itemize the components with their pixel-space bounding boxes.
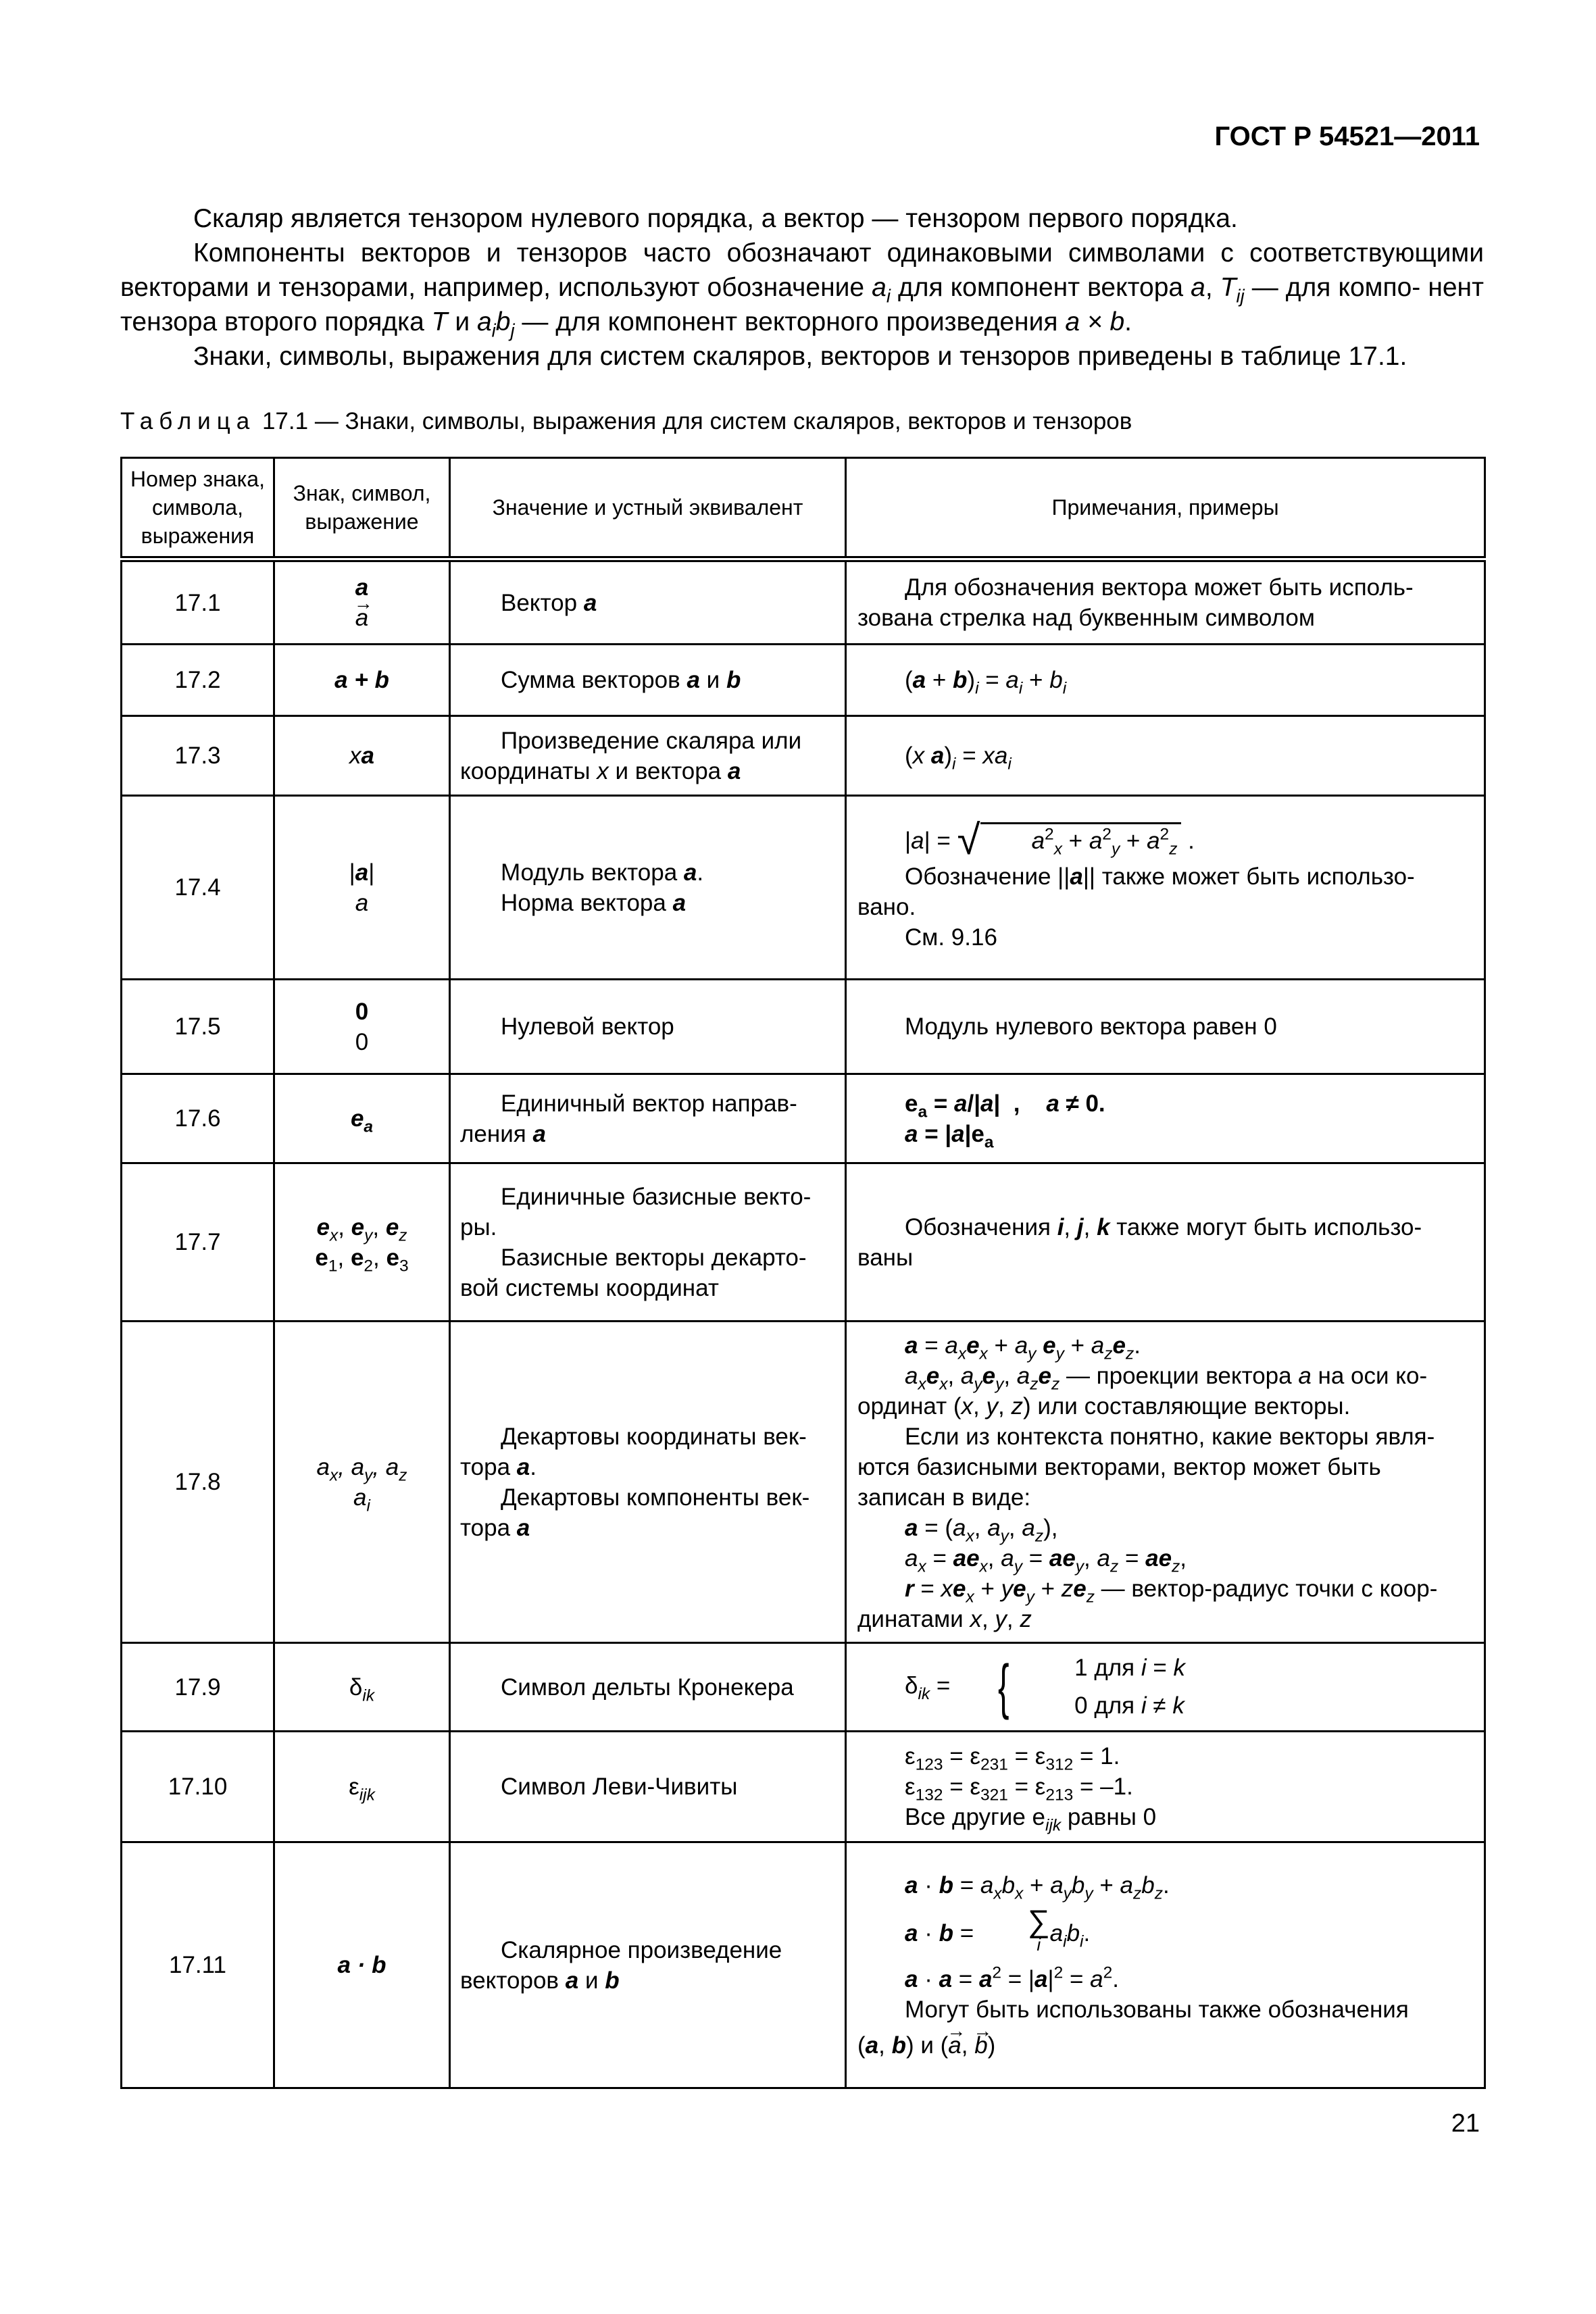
row-number: 17.5 [122,980,274,1074]
row-symbol: $\delta_{ik}$ [274,1643,450,1732]
table-row [122,716,1485,796]
table-row [122,645,1485,716]
header-meaning: Значение и устный эквивалент [450,458,846,559]
row-note: $a \cdot b = a_xb_x + a_yb_y + a_zb_z$. a · b = ∑ i $a_ib_i$. $a \cdot a = a^2 = |a|^2 = a^2$. Могут быть использованы также обозначения (a, b) и (→ a, → b) [846,1842,1485,2088]
table-row [122,1842,1485,2088]
intro-paragraph-1: Скаляр является тензором нулевого порядка, а вектор — тензором первого порядка. [193,204,1238,233]
row-meaning: Единичный вектор направ- ления a [450,1074,846,1163]
row-meaning: Декартовы координаты век- тора a. Декартовы компоненты век- тора a [450,1322,846,1643]
document-header: ГОСТ Р 54521—2011 [1214,122,1480,151]
norm-formula: |a| = √ $a^2_x + a^2_y + a^2_z$ . [905,817,1195,863]
row-symbol: $e_a$ [274,1074,450,1163]
table-row [122,1322,1485,1643]
row-symbol: |a| a [274,796,450,980]
header-notes: Примечания, примеры [846,458,1485,559]
row-symbol: $e_x$, $e_y$, $e_z$ $e_1$, $e_2$, $e_3$ [274,1163,450,1322]
row-meaning: Сумма векторов a и b [450,645,846,716]
row-note [846,1643,1485,1732]
row-meaning: Вектор a [450,559,846,645]
row-symbol: xa [274,716,450,796]
row-number: 17.6 [122,1074,274,1163]
row-note [846,1074,1485,1163]
row-meaning: Модуль вектора a. Норма вектора a [450,796,846,980]
row-note: Обозначения i, j, k также могут быть использо- ваны [846,1163,1485,1322]
row-note: Для обозначения вектора может быть исполь- зована стрелка над буквенным символом [846,559,1485,645]
row-note [846,645,1485,716]
table-caption: Таблица 17.1 — Знаки, символы, выражения для систем скаляров, векторов и тензоров [120,408,1132,434]
header-symbol: Знак, символ, выражение [274,458,450,559]
intro-text [120,201,1484,374]
row-number: 17.1 [122,559,274,645]
table-row [122,1732,1485,1842]
row-meaning: Единичные базисные векто- ры. Базисные векторы декарто- вой системы координат [450,1163,846,1322]
row-number: 17.2 [122,645,274,716]
formula: $(a + b)_i = a_i + b_i$ [905,667,1067,698]
table-row [122,1643,1485,1732]
row-symbol: a + b [274,645,450,716]
intro-paragraph-2: Компоненты векторов и тензоров часто обозначают одинаковыми символами с соответствующими векторами и тензорами, например, используют обозначение $a_i$ для компонент вектора a, $T_{ij}$ — для компо- нент тензора второго порядка T и $a_ib_j$ — для компонент векторного произведения a × b. [120,238,1484,341]
row-symbol: 0 0 [274,980,450,1074]
row-number: 17.11 [122,1842,274,2088]
row-note: $a = a_xe_x + a_y$ $e_y + a_ze_z$. $a_xe_x$, $a_ye_y$, $a_ze_z$ — проекции вектора a на оси ко- ординат (x, y, z) или составляющие векторы. Если из контекста понятно, какие векторы явля- ются базисными векторами, вектор может быть записан в виде: $a = (a_x$, $a_y$, $a_z$), $a_x = ae_x$, $a_y = ae_y$, $a_z = ae_z$, $r = xe_x + ye_y + ze_z$ — вектор-радиус точки с коор- динатами x, y, z [846,1322,1485,1643]
row-symbol: a · b [274,1842,450,2088]
table-row [122,980,1485,1074]
kronecker-formula: $\delta_{ik}$ = { 1 для i = k 0 для i ≠ k [905,1653,1186,1721]
formula: $a = |a|e_a$ [905,1120,994,1152]
row-note: $\varepsilon_{123} = \varepsilon_{231} = \varepsilon_{312} = 1$. $\varepsilon_{132} = \varepsilon_{321} = \varepsilon_{213} = -1$. Все другие $e_{ijk}$ равны 0 [846,1732,1485,1842]
row-symbol: a → a [274,559,450,645]
row-number: 17.3 [122,716,274,796]
row-number: 17.7 [122,1163,274,1322]
row-meaning: Скалярное произведение векторов a и b [450,1842,846,2088]
row-meaning: Символ Леви-Чивиты [450,1732,846,1842]
row-meaning: Символ дельты Кронекера [450,1643,846,1732]
table-row [122,796,1485,980]
row-meaning: Произведение скаляра или координаты x и вектора a [450,716,846,796]
row-number: 17.8 [122,1322,274,1643]
page-number: 21 [1451,2109,1480,2138]
table-header-row [122,458,1485,559]
row-number: 17.10 [122,1732,274,1842]
vector-arrow-symbol: → a [355,603,368,633]
row-note [846,716,1485,796]
row-meaning: Нулевой вектор [450,980,846,1074]
formula: $e_a = a/|a|$ , a ≠ 0. [905,1090,1105,1122]
row-symbol: $a_x$, $a_y$, $a_z$ $a_i$ [274,1322,450,1643]
row-number: 17.4 [122,796,274,980]
table-row [122,1074,1485,1163]
row-symbol: $\varepsilon_{ijk}$ [274,1732,450,1842]
formula: (x $a)_i = xa_i$ [905,743,1012,774]
row-note: Модуль нулевого вектора равен 0 [846,980,1485,1074]
header-number: Номер знака, символа, выражения [122,458,274,559]
table-row [122,559,1485,645]
row-number: 17.9 [122,1643,274,1732]
row-note: |a| = √ $a^2_x + a^2_y + a^2_z$ . Обозначение ||a|| также может быть использо- вано. См. 9.16 [846,796,1485,980]
table-row [122,1163,1485,1322]
symbols-table [120,457,1486,2089]
intro-paragraph-3: Знаки, символы, выражения для систем скаляров, векторов и тензоров приведены в таблице 17.1. [193,342,1407,371]
